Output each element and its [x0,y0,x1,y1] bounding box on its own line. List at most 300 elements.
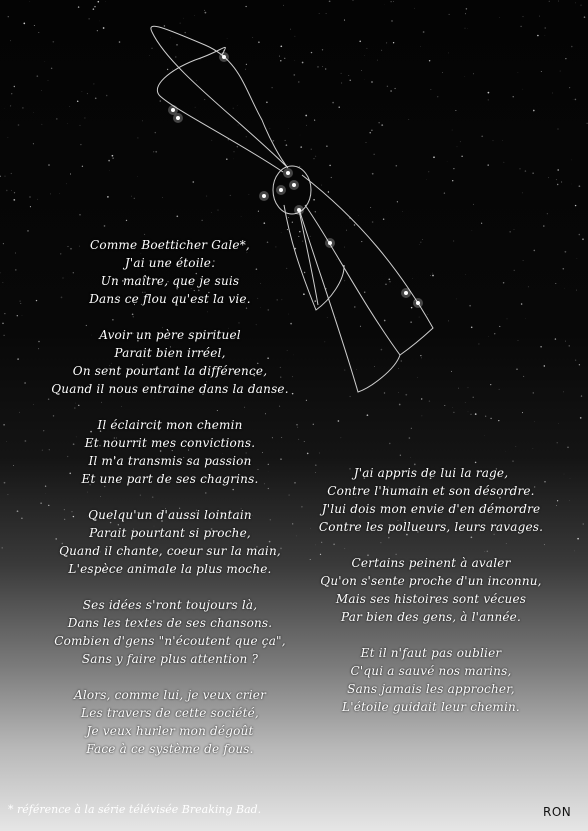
background-star [571,46,573,48]
background-star [176,44,177,45]
background-star [286,144,288,146]
background-star [137,137,138,138]
author-signature: RON [543,805,572,819]
background-star [50,194,51,195]
background-star [366,48,367,49]
background-star [185,32,186,33]
background-star [79,125,80,126]
background-star [44,61,45,62]
background-star [77,101,79,103]
background-star [481,223,482,224]
background-star [287,229,288,230]
background-star [429,400,430,401]
bright-star [328,241,332,245]
background-star [452,130,453,131]
background-star [10,105,11,106]
background-star [493,140,494,141]
poem-stanza [300,464,562,536]
background-star [339,107,340,108]
background-star [453,168,454,169]
background-star [112,155,114,157]
background-star [452,180,453,181]
background-star [412,278,413,279]
poem-line: Mais ses histoires sont vécues [335,592,527,606]
background-star [520,26,521,27]
background-star [371,130,373,132]
background-star [545,27,546,28]
poem-stanza [40,416,300,488]
background-star [449,14,450,15]
background-star [38,348,39,349]
background-star [4,313,5,314]
background-star [433,156,435,158]
background-star [518,340,519,341]
background-star [498,420,499,421]
background-star [30,197,31,198]
background-star [526,318,527,319]
background-star [344,247,345,248]
background-star [360,326,361,327]
background-star [3,335,4,336]
poem-line: Sans y faire plus attention ? [81,652,259,666]
bright-star [171,108,175,112]
background-star [516,369,517,370]
background-star [421,358,422,359]
background-star [21,518,23,520]
background-star [540,346,542,348]
background-star [398,368,399,369]
background-star [322,49,323,50]
background-star [292,222,293,223]
background-star [365,142,366,143]
background-star [19,412,20,413]
background-star [272,87,273,88]
background-star [0,272,1,273]
background-star [582,238,584,240]
background-star [448,321,449,322]
background-star [348,75,349,76]
background-star [374,366,375,367]
background-star [503,282,505,284]
background-star [311,149,312,150]
background-star [98,1,100,3]
bright-star [297,208,301,212]
background-star [79,214,81,216]
background-star [217,210,218,211]
background-star [420,355,421,356]
background-star [322,66,323,67]
background-star [162,197,163,198]
poem-line: L'espèce animale la plus moche. [68,562,272,576]
background-star [507,319,508,320]
background-star [518,72,519,73]
background-star [302,62,304,64]
background-star [575,99,577,101]
background-star [453,412,454,413]
background-star [155,151,157,153]
background-star [421,242,422,243]
background-star [87,93,88,94]
background-star [428,171,429,172]
poem-line: Il m'a transmis sa passion [88,454,252,468]
poem-line: J'lui dois mon envie d'en démordre [321,502,541,516]
background-star [15,269,17,271]
background-star [22,107,24,109]
background-star [331,177,332,178]
background-star [33,143,34,144]
background-star [249,194,250,195]
background-star [6,441,7,442]
background-star [99,21,100,22]
background-star [367,414,369,416]
background-star [207,196,208,197]
background-star [359,215,360,216]
background-star [196,80,197,81]
background-star [48,164,50,166]
background-star [475,413,477,415]
background-star [456,299,457,300]
background-star [295,36,296,37]
poem-line: Et il n'faut pas oublier [360,646,502,660]
background-star [5,176,6,177]
background-star [307,453,309,455]
background-star [4,482,6,484]
background-star [280,45,282,47]
background-star [391,20,392,21]
background-star [361,241,362,242]
background-star [350,80,351,81]
background-star [579,185,581,187]
background-star [371,81,373,83]
background-star [414,8,415,9]
background-star [393,1,394,2]
background-star [458,388,459,389]
background-star [533,110,535,112]
background-star [67,123,68,124]
background-star [227,38,228,39]
background-star [468,388,469,389]
bright-star [292,183,296,187]
background-star [475,462,477,464]
background-star [457,147,458,148]
background-star [513,461,514,462]
background-star [478,343,479,344]
background-star [95,97,97,99]
background-star [303,293,305,295]
background-star [37,199,38,200]
background-star [452,407,453,408]
background-star [465,13,466,14]
background-star [565,251,567,253]
background-star [533,250,535,252]
poem-line: Les travers de cette société, [81,706,259,720]
background-star [451,371,452,372]
background-star [306,125,307,126]
background-star [7,494,8,495]
background-star [175,56,176,57]
background-star [2,282,3,283]
background-star [387,86,388,87]
background-star [579,364,580,365]
background-star [419,244,420,245]
background-star [325,68,326,69]
background-star [41,90,42,91]
background-star [381,50,382,51]
background-star [258,41,260,43]
background-star [549,1,550,2]
background-star [421,398,422,399]
background-star [246,64,247,65]
background-star [408,119,409,120]
background-star [258,211,259,212]
background-star [453,241,454,242]
background-star [326,145,328,147]
background-star [466,274,467,275]
background-star [558,423,559,424]
background-star [410,457,411,458]
background-star [280,60,281,61]
poem-line: Certains peinent à avaler [351,556,511,570]
background-star [78,6,79,7]
background-star [410,321,411,322]
background-star [574,551,575,552]
background-star [525,170,526,171]
poem-line: Quelqu'un d'aussi lointain [88,508,252,522]
background-star [572,160,573,161]
poem-line: Face à ce système de fous. [86,742,254,756]
bright-star [286,171,290,175]
background-star [344,20,345,21]
background-star [510,231,511,232]
poem-line: J'ai appris de lui la rage, [353,466,509,480]
background-star [521,303,523,305]
background-star [581,5,582,6]
background-star [513,96,514,97]
background-star [569,500,570,501]
background-star [465,28,466,29]
background-star [299,231,301,233]
background-star [465,402,466,403]
background-star [528,286,529,287]
background-star [17,358,19,360]
background-star [557,442,558,443]
background-star [432,273,433,274]
background-star [324,341,325,342]
ribbon-right-tail-end [302,175,433,355]
background-star [523,260,524,261]
background-star [400,455,401,456]
background-star [427,314,428,315]
background-star [364,291,365,292]
poem-stanza [40,236,300,308]
background-star [567,446,569,448]
background-star [204,10,205,11]
background-star [502,140,503,141]
background-star [386,42,387,43]
background-star [8,16,9,17]
background-star [30,206,31,207]
background-star [444,192,445,193]
background-star [11,173,12,174]
background-star [523,89,524,90]
background-star [533,448,534,449]
background-star [541,71,542,72]
background-star [389,281,390,282]
background-star [304,441,305,442]
background-star [205,12,207,14]
background-star [383,218,384,219]
background-star [20,303,21,304]
poem-stanza [40,596,300,668]
background-star [581,395,582,396]
poem-line: Ses idées s'ront toujours là, [82,598,258,612]
background-star [56,118,58,120]
background-star [523,376,524,377]
background-star [313,424,314,425]
poem-right-column [300,464,562,734]
background-star [119,41,121,43]
background-star [523,16,524,17]
background-star [38,32,39,33]
background-star [547,213,548,214]
background-star [245,69,246,70]
background-star [402,211,403,212]
bright-star [404,291,408,295]
background-star [13,199,15,201]
poem-line: Parait bien irréel, [114,346,226,360]
poem-line: Quand il nous entraine dans la danse. [51,382,289,396]
background-star [0,176,1,177]
background-star [288,217,289,218]
background-star [329,0,331,2]
background-star [3,243,4,244]
background-star [273,140,275,142]
background-star [18,124,20,126]
background-star [167,69,168,70]
background-star [575,205,576,206]
background-star [279,56,280,57]
background-star [349,396,350,397]
background-star [317,66,318,67]
background-star [13,465,14,466]
poem-line: Et nourrit mes convictions. [84,436,256,450]
background-star [555,338,556,339]
background-star [153,152,154,153]
background-star [353,0,354,1]
background-star [558,1,559,2]
poem-left-column [40,236,300,776]
background-star [237,105,238,106]
background-star [6,190,7,191]
background-star [557,184,558,185]
background-star [399,404,401,406]
background-star [429,60,430,61]
background-star [389,443,390,444]
background-star [411,428,412,429]
background-star [469,305,471,307]
background-star [299,166,300,167]
background-star [180,23,181,24]
background-star [466,8,467,9]
background-star [329,165,331,167]
background-star [82,166,83,167]
background-star [346,230,347,231]
poem-line: Combien d'gens "n'écoutent que ça", [54,634,286,648]
background-star [370,207,371,208]
background-star [237,146,238,147]
background-star [548,177,549,178]
background-star [284,58,285,59]
background-star [499,326,500,327]
background-star [70,174,71,175]
background-star [473,397,474,398]
background-star [14,192,15,193]
background-star [245,6,246,7]
background-star [384,320,386,322]
background-star [315,156,316,157]
background-star [398,392,399,393]
background-star [411,307,413,309]
background-star [430,275,431,276]
background-star [253,37,254,38]
background-star [36,300,37,301]
background-star [82,91,83,92]
background-star [192,181,194,183]
background-star [490,418,491,419]
background-star [3,424,5,426]
background-star [24,382,26,384]
background-star [94,6,96,8]
background-star [565,341,566,342]
background-star [341,82,342,83]
background-star [537,35,539,37]
poem-line: Parait pourtant si proche, [89,526,251,540]
background-star [488,99,489,100]
background-star [565,58,566,59]
background-star [233,151,234,152]
background-star [97,30,98,31]
background-star [8,137,9,138]
background-star [422,416,423,417]
footnote: * référence à la série télévisée Breaking Bad. [8,803,262,816]
background-star [11,93,12,94]
poem-stanza [300,644,562,716]
background-star [134,198,135,199]
background-star [587,123,588,124]
background-star [17,510,19,512]
background-star [326,13,327,14]
background-star [580,417,582,419]
background-star [264,222,266,224]
background-star [19,300,20,301]
background-star [155,132,156,133]
background-star [379,122,380,123]
bright-star [262,194,266,198]
background-star [22,315,23,316]
background-star [314,158,315,159]
background-star [393,42,394,43]
poem-line: Quand il chante, coeur sur la main, [59,544,281,558]
background-star [555,283,556,284]
background-star [385,283,387,285]
background-star [396,165,398,167]
poem-line: Avoir un père spirituel [99,328,241,342]
background-star [226,158,228,160]
background-star [11,190,12,191]
background-star [522,193,523,194]
poem-line: Dans ce flou qu'est la vie. [89,292,251,306]
background-star [290,29,291,30]
